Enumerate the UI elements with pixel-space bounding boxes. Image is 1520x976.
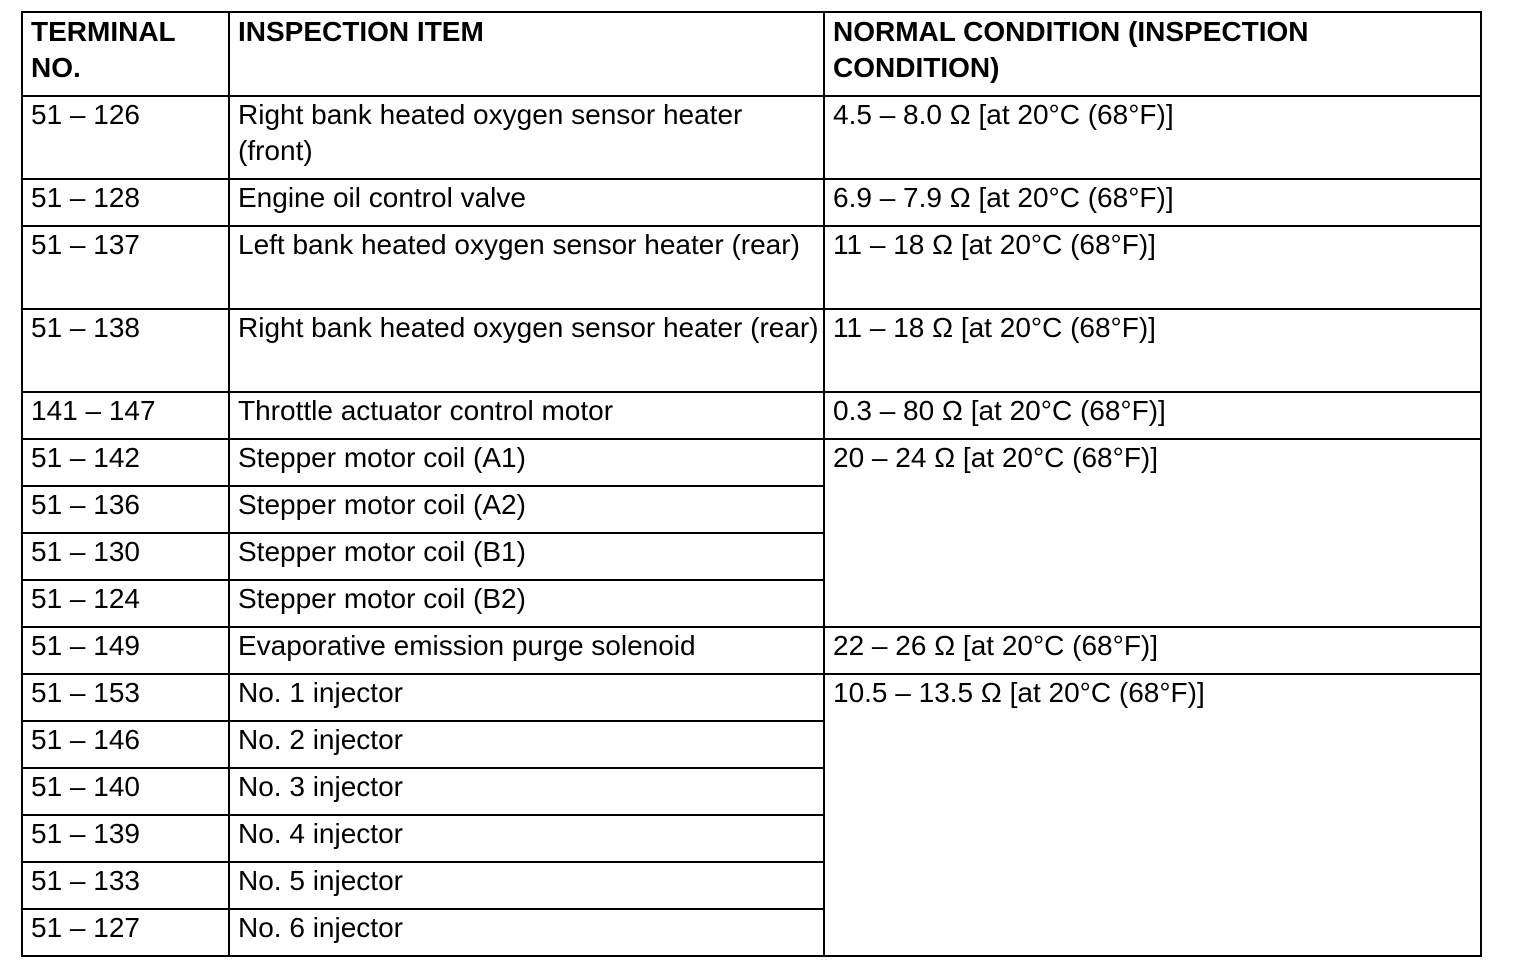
normal-condition-cell: 10.5 – 13.5 Ω [at 20°C (68°F)] xyxy=(824,674,1481,956)
terminal-cell: 51 – 140 xyxy=(22,768,229,815)
terminal-cell: 51 – 127 xyxy=(22,909,229,956)
normal-condition-cell: 20 – 24 Ω [at 20°C (68°F)] xyxy=(824,439,1481,627)
terminal-cell: 51 – 137 xyxy=(22,226,229,309)
terminal-cell: 51 – 133 xyxy=(22,862,229,909)
inspection-item-cell: No. 5 injector xyxy=(229,862,824,909)
inspection-item-cell: Stepper motor coil (B2) xyxy=(229,580,824,627)
header-normal-condition: NORMAL CONDITION (INSPECTION CONDITION) xyxy=(824,12,1481,96)
inspection-item-cell: Engine oil control valve xyxy=(229,179,824,226)
table-row xyxy=(22,627,1481,674)
normal-condition-cell: 4.5 – 8.0 Ω [at 20°C (68°F)] xyxy=(824,96,1481,179)
inspection-item-cell: No. 6 injector xyxy=(229,909,824,956)
inspection-item-cell: Evaporative emission purge solenoid xyxy=(229,627,824,674)
header-terminal-no: TERMINAL NO. xyxy=(22,12,229,96)
table-row xyxy=(22,179,1481,226)
normal-condition-cell: 22 – 26 Ω [at 20°C (68°F)] xyxy=(824,627,1481,674)
inspection-item-cell: Left bank heated oxygen sensor heater (rear) xyxy=(229,226,824,309)
inspection-item-cell: Stepper motor coil (A1) xyxy=(229,439,824,486)
inspection-item-cell: Stepper motor coil (B1) xyxy=(229,533,824,580)
terminal-cell: 51 – 128 xyxy=(22,179,229,226)
inspection-item-cell: No. 3 injector xyxy=(229,768,824,815)
terminal-cell: 51 – 126 xyxy=(22,96,229,179)
table-row xyxy=(22,439,1481,486)
inspection-table xyxy=(21,11,1482,957)
terminal-cell: 51 – 124 xyxy=(22,580,229,627)
terminal-cell: 51 – 142 xyxy=(22,439,229,486)
inspection-item-cell: Right bank heated oxygen sensor heater (front) xyxy=(229,96,824,179)
table-header-row xyxy=(22,12,1481,96)
normal-condition-cell: 11 – 18 Ω [at 20°C (68°F)] xyxy=(824,309,1481,392)
terminal-cell: 51 – 146 xyxy=(22,721,229,768)
normal-condition-cell: 11 – 18 Ω [at 20°C (68°F)] xyxy=(824,226,1481,309)
inspection-item-cell: No. 2 injector xyxy=(229,721,824,768)
table-row xyxy=(22,96,1481,179)
table-row xyxy=(22,309,1481,392)
inspection-item-cell: Stepper motor coil (A2) xyxy=(229,486,824,533)
header-inspection-item: INSPECTION ITEM xyxy=(229,12,824,96)
table-row xyxy=(22,674,1481,721)
terminal-cell: 141 – 147 xyxy=(22,392,229,439)
terminal-cell: 51 – 149 xyxy=(22,627,229,674)
terminal-cell: 51 – 139 xyxy=(22,815,229,862)
terminal-cell: 51 – 136 xyxy=(22,486,229,533)
terminal-cell: 51 – 138 xyxy=(22,309,229,392)
terminal-cell: 51 – 153 xyxy=(22,674,229,721)
inspection-item-cell: Right bank heated oxygen sensor heater (rear) xyxy=(229,309,824,392)
inspection-item-cell: No. 4 injector xyxy=(229,815,824,862)
inspection-item-cell: Throttle actuator control motor xyxy=(229,392,824,439)
inspection-item-cell: No. 1 injector xyxy=(229,674,824,721)
terminal-cell: 51 – 130 xyxy=(22,533,229,580)
normal-condition-cell: 0.3 – 80 Ω [at 20°C (68°F)] xyxy=(824,392,1481,439)
table-row xyxy=(22,392,1481,439)
table-row xyxy=(22,226,1481,309)
normal-condition-cell: 6.9 – 7.9 Ω [at 20°C (68°F)] xyxy=(824,179,1481,226)
